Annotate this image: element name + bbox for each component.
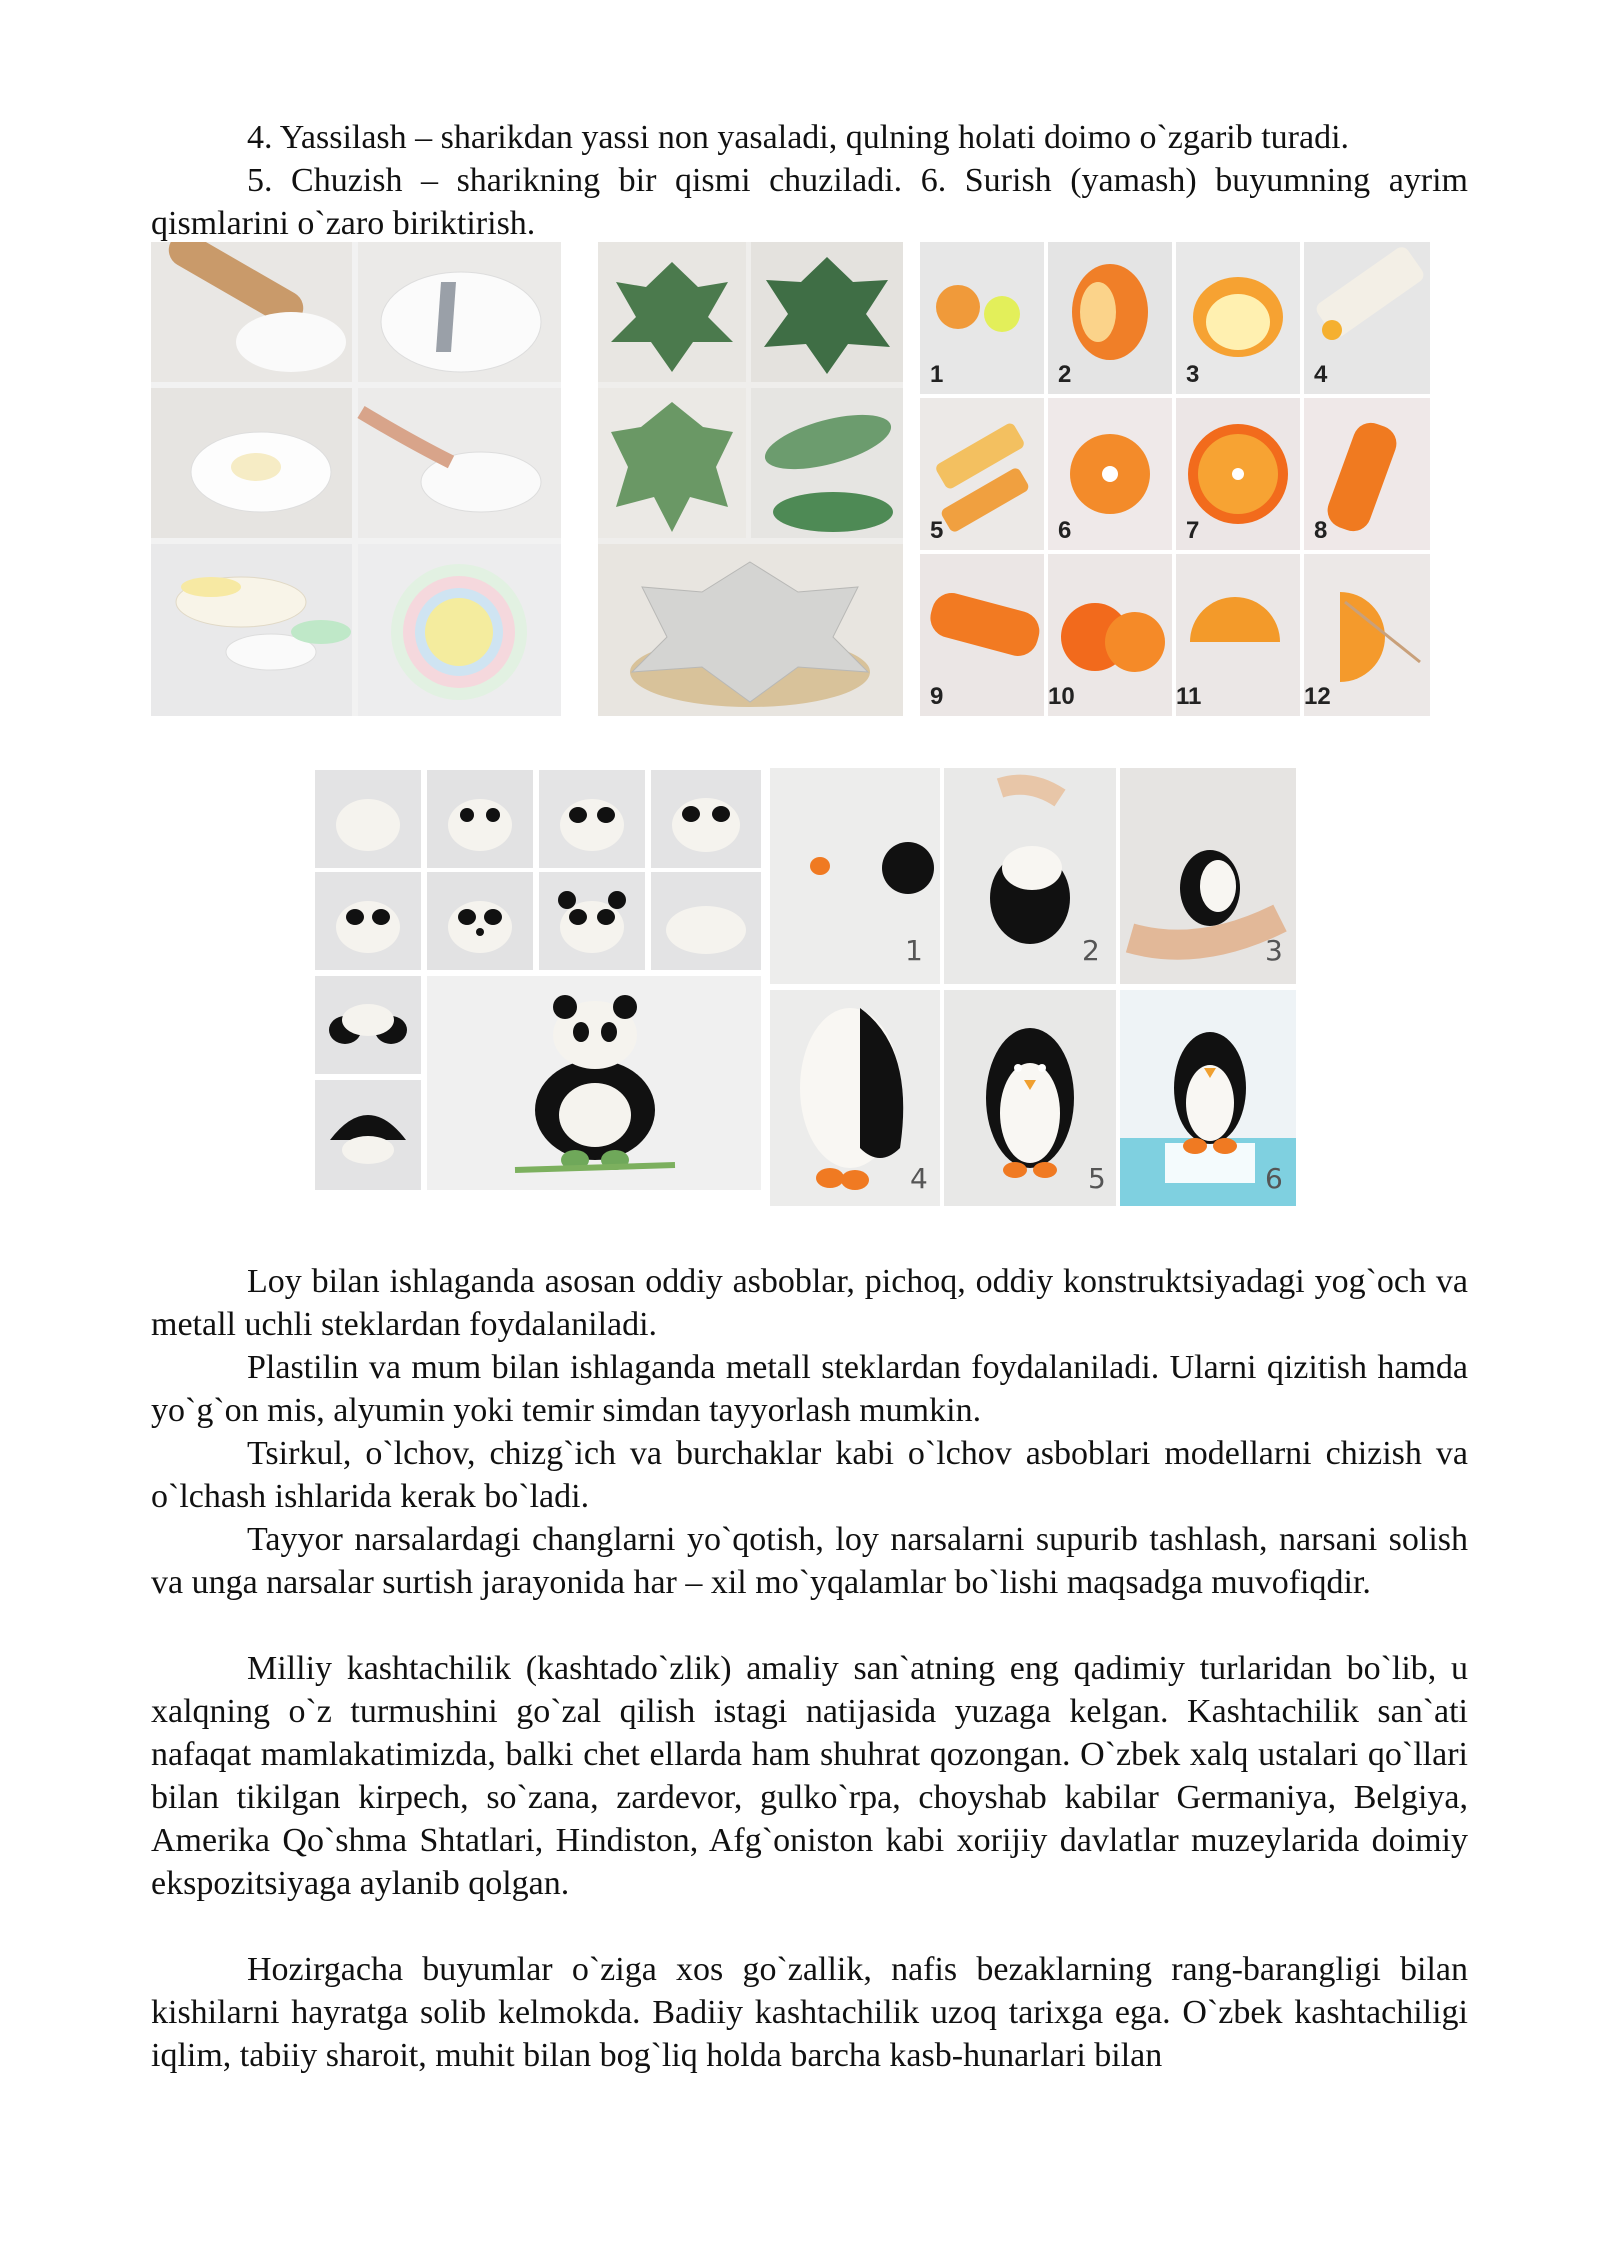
panda-steps-photo-grid [315,770,761,1190]
penguin-step-label: 5 [1088,1162,1106,1195]
paragraph-loy-asboblar: Loy bilan ishlaganda asosan oddiy asboblar, pichoq, oddiy konstruktsiyadagi yog`och va metall uchli steklardan foydalaniladi. [151,1263,1468,1343]
orange-step-label: 6 [1058,517,1072,544]
penguin-step-label: 1 [905,934,923,967]
orange-step-label: 9 [930,683,944,710]
orange-step-label: 1 [930,361,944,388]
paragraph-milliy-kashtachilik: Milliy kashtachilik (kashtado`zlik) amaliy san`atning eng qadimiy turlaridan bo`lib, u xalqning o`z turmushini go`zal qilish istagi natijasida yuzaga kelgan. Kashtachilik san`ati nafaqat mamlakatimizda, balki chet ellarda ham shuhrat qozongan. O`zbek xalq ustalari qo`llari bilan tikilgan kirpech, so`zana, zardevor, gulko`rpa, choyshab kabilar Germaniya, Belgiya, Amerika Qo`shma Shtatlari, Hindiston, Afg`oniston kabi xorijiy davlatlar muzeylarida doimiy ekspozitsiyaga aylanib qolgan. [151,1650,1468,1902]
penguin-step-label: 6 [1265,1162,1283,1195]
orange-steps-photo-grid [920,242,1430,716]
orange-step-label: 12 [1304,683,1331,710]
penguin-step-label: 2 [1082,934,1100,967]
leaf-bowl-photo-grid [598,242,903,716]
orange-step-label: 11 [1176,683,1202,710]
paragraph-yassilash: 4. Yassilash – sharikdan yassi non yasaladi, qulning holati doimo o`zgarib turadi. [247,119,1350,156]
orange-step-label: 8 [1314,517,1328,544]
clay-bowl-photo-grid [151,242,561,716]
orange-step-label: 4 [1314,361,1328,388]
orange-step-label: 5 [930,517,944,544]
penguin-step-label: 3 [1265,934,1283,967]
paragraph-olchov-asboblari: Tsirkul, o`lchov, chizg`ich va burchaklar kabi o`lchov asboblari modellarni chizish va o`lchash ishlarida kerak bo`ladi. [151,1435,1468,1515]
penguin-steps-photo-grid [770,768,1296,1206]
paragraph-moyqalamlar: Tayyor narsalardagi changlarni yo`qotish, loy narsalarni supurib tashlash, narsani solish va unga narsalar surtish jarayonida har – xil mo`yqalamlar bo`lishi maqsadga muvofiqdir. [151,1521,1468,1601]
penguin-step-label: 4 [910,1162,928,1195]
orange-step-label: 7 [1186,517,1200,544]
body-text [151,1260,1468,2077]
paragraph-hozirgacha: Hozirgacha buyumlar o`ziga xos go`zallik, nafis bezaklarning rang-barangligi bilan kishilarni hayratga solib kelmokda. Badiiy kashtachilik uzoq tarixga ega. O`zbek kashtachiligi iqlim, tabiiy sharoit, muhit bilan bog`liq holda barcha kasb-hunarlari bilan [151,1951,1468,2074]
paragraph-plastilin-mum: Plastilin va mum bilan ishlaganda metall steklardan foydalaniladi. Ularni qizitish hamda yo`g`on mis, alyumin yoki temir simdan tayyorlash mumkin. [151,1349,1468,1429]
top-text [151,116,1468,245]
paragraph-chuzish: 5. Chuzish – sharikning bir qismi chuziladi. 6. Surish (yamash) buyumning ayrim qismlarini o`zaro biriktirish. [151,162,1468,242]
orange-step-label: 2 [1058,361,1072,388]
orange-step-label: 3 [1186,361,1200,388]
orange-step-label: 10 [1048,683,1075,710]
